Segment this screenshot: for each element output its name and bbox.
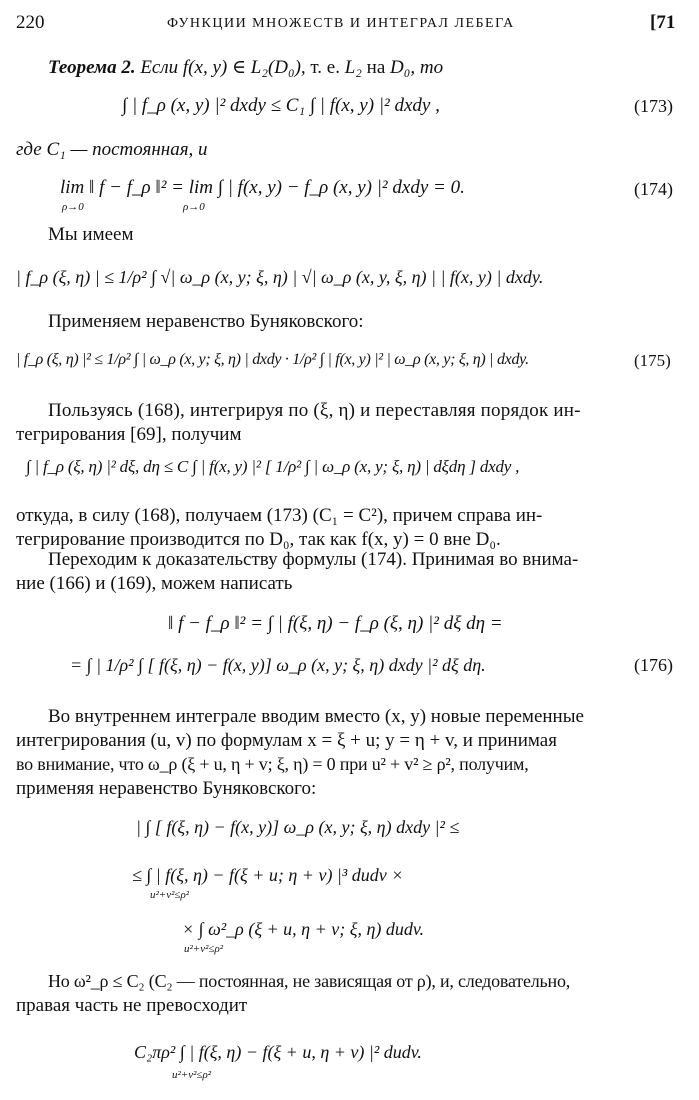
equation-integrated: ∫ | f_ρ (ξ, η) |² dξ, dη ≤ C ∫ | f(x, y) |² [ 1/ρ² ∫ | ω_ρ (x, y; ξ, η) | dξdη ] dxdy , xyxy=(26,457,520,476)
equation-174-label: (174) xyxy=(634,179,673,199)
equation-176-label: (176) xyxy=(634,655,673,675)
equation-175: | f_ρ (ξ, η) |² ≤ 1/ρ² ∫ | ω_ρ (x, y; ξ, η) | dxdy · 1/ρ² ∫ | f(x, y) |² | ω_ρ (x, y; ξ, η) | dxdy. xyxy=(16,351,529,368)
page-number: 220 xyxy=(16,12,45,33)
paragraph-1-line-1: Пользуясь (168), интегрируя по (ξ, η) и переставляя порядок ин- xyxy=(48,400,581,421)
integration-domain-3: u²+v²≤ρ² xyxy=(172,1069,212,1081)
theorem-condition: Если f(x, y) ∈ L₂(D₀), xyxy=(140,57,306,78)
running-title: ФУНКЦИИ МНОЖЕСТВ И ИНТЕГРАЛ ЛЕБЕГА xyxy=(167,16,515,31)
paragraph-4-line-2: интегрирования (u, v) по формулам x = ξ + u; y = η + v, и принимая xyxy=(16,730,557,751)
paragraph-3-line-2: ние (166) и (169), можем написать xyxy=(16,573,293,594)
paragraph-1-line-2: тегрирования [69], получим xyxy=(16,424,242,445)
equation-block-line-1: | ∫ [ f(ξ, η) − f(x, y)] ω_ρ (x, y; ξ, η) dxdy |² ≤ xyxy=(136,817,460,837)
integration-domain-2: u²+v²≤ρ² xyxy=(184,943,224,955)
paragraph-2-line-1: откуда, в силу (168), получаем (173) (C₁ = C²), причем справа ин- xyxy=(16,505,543,526)
equation-final: C₂πρ² ∫ | f(ξ, η) − f(ξ + u, η + v) |² dudv. xyxy=(134,1042,422,1062)
paragraph-4-line-4: применяя неравенство Буняковского: xyxy=(16,778,317,799)
paragraph-4-line-3: во внимание, что ω_ρ (ξ + u, η + v; ξ, η) = 0 при u² + v² ≥ ρ², получим, xyxy=(16,754,529,774)
paragraph-2-line-2: тегрирование производится по D₀, так как f(x, y) = 0 вне D₀. xyxy=(16,529,501,550)
equation-173: ∫ | f_ρ (x, y) |² dxdy ≤ C₁ ∫ | f(x, y) |² dxdy , xyxy=(122,95,440,116)
integration-domain-1: u²+v²≤ρ² xyxy=(150,889,190,901)
equation-block-line-3: × ∫ ω²_ρ (ξ + u, η + v; ξ, η) dudv. xyxy=(182,919,425,939)
equation-bound: | f_ρ (ξ, η) | ≤ 1/ρ² ∫ √| ω_ρ (x, y; ξ, η) | √| ω_ρ (x, y, ξ, η) | | f(x, y) | dxdy. xyxy=(16,267,544,287)
theorem-space: L₂ xyxy=(344,57,362,78)
equation-block-line-2: ≤ ∫ | f(ξ, η) − f(ξ + u; η + v) |³ dudv × xyxy=(132,865,404,885)
theorem-then: то xyxy=(419,57,444,78)
where-text: где C₁ — постоянная, и xyxy=(16,139,208,160)
paragraph-4-line-1: Во внутреннем интеграле вводим вместо (x, y) новые переменные xyxy=(48,706,584,727)
limit-subscript-1: ρ→0 xyxy=(62,201,84,213)
equation-175-label: (175) xyxy=(634,351,671,370)
we-have-text: Мы имеем xyxy=(48,224,134,245)
theorem-domain: D₀, xyxy=(390,57,416,78)
theorem-label: Теорема 2. xyxy=(48,57,136,78)
equation-173-label: (173) xyxy=(634,96,673,116)
equation-176-line-1: ‖ f − f_ρ ‖² = ∫ | f(ξ, η) − f_ρ (ξ, η) |² dξ dη = xyxy=(168,613,503,634)
equation-174: lim ‖ f − f_ρ ‖² = lim ∫ | f(x, y) − f_ρ (x, y) |² dxdy = 0. xyxy=(60,177,465,198)
theorem-ie: т. е. xyxy=(310,57,340,78)
paragraph-5-line-2: правая часть не превосходит xyxy=(16,995,248,1016)
limit-subscript-2: ρ→0 xyxy=(183,201,205,213)
equation-176-line-2: = ∫ | 1/ρ² ∫ [ f(ξ, η) − f(x, y)] ω_ρ (x, y; ξ, η) dxdy |² dξ dη. xyxy=(70,655,486,675)
paragraph-3-line-1: Переходим к доказательству формулы (174). Принимая во внима- xyxy=(48,549,579,570)
theorem-on: на xyxy=(366,57,386,78)
paragraph-5-line-1: Но ω²_ρ ≤ C₂ (C₂ — постоянная, не зависящая от ρ), и, следовательно, xyxy=(48,971,571,991)
apply-text: Применяем неравенство Буняковского: xyxy=(48,311,364,332)
section-number: [71 xyxy=(650,12,676,33)
theorem-statement xyxy=(48,58,443,77)
